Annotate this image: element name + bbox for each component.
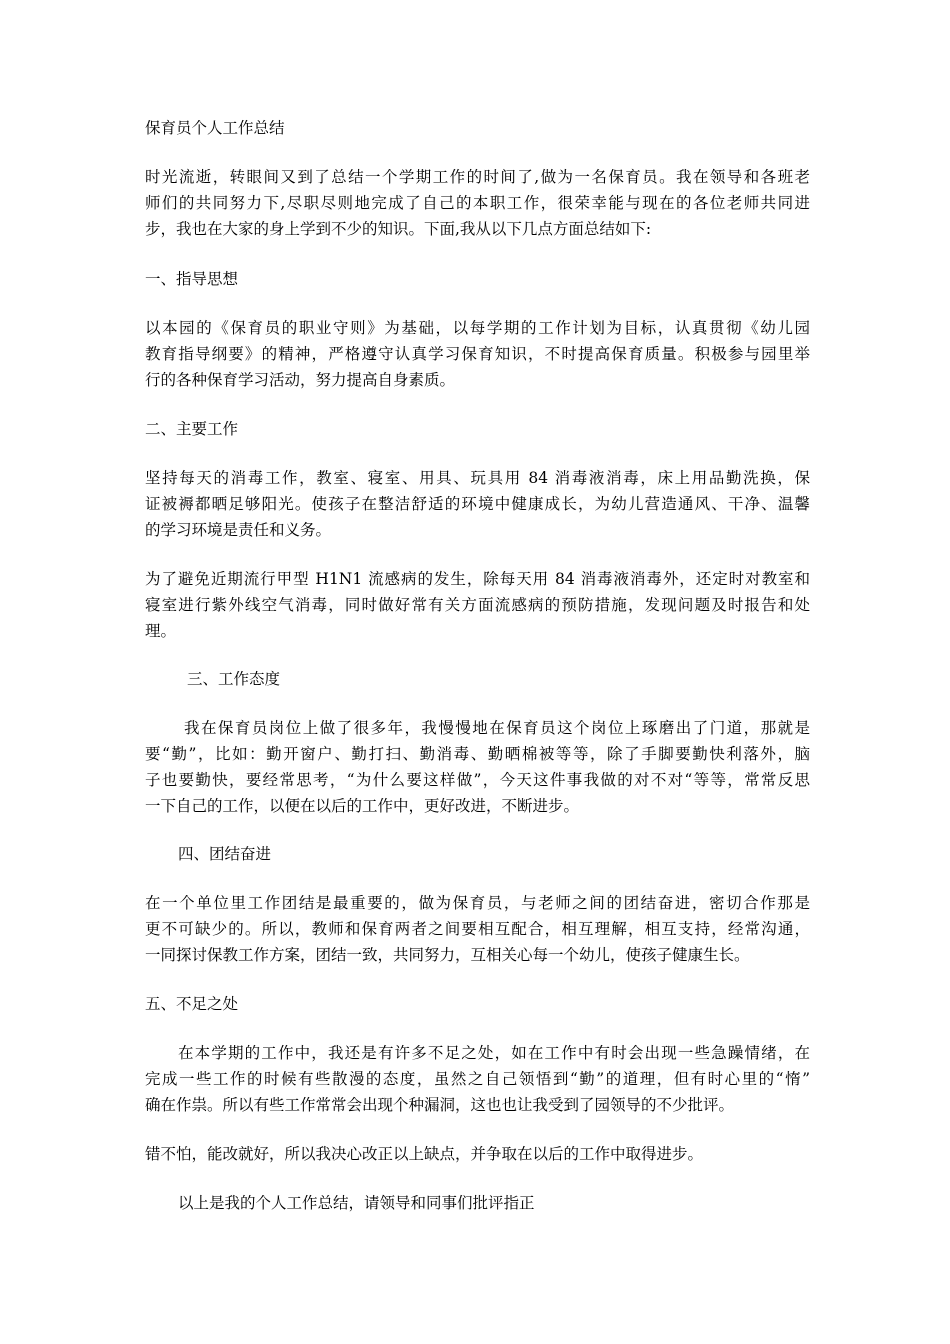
paragraph-line: 要“勤”，比如：勤开窗户、勤打扫、勤消毒、勤晒棉被等等，除了手脚要勤快利落外，脑 xyxy=(145,745,810,763)
section-heading: 三、工作态度 xyxy=(187,670,281,688)
paragraph-line: 错不怕，能改就好，所以我决心改正以上缺点，并争取在以后的工作中取得进步。 xyxy=(145,1145,704,1163)
paragraph-line: 在一个单位里工作团结是最重要的，做为保育员，与老师之间的团结奋进，密切合作那是 xyxy=(145,894,810,912)
paragraph-line: 证被褥都晒足够阳光。使孩子在整洁舒适的环境中健康成长，为幼儿营造通风、干净、温馨 xyxy=(145,495,810,513)
paragraph-line: 寝室进行紫外线空气消毒，同时做好常有关方面流感病的预防措施，发现问题及时报告和处 xyxy=(145,596,810,614)
paragraph-line: 教育指导纲要》的精神，严格遵守认真学习保育知识，不时提高保育质量。积极参与园里举 xyxy=(145,345,810,363)
section-heading: 五、不足之处 xyxy=(145,995,239,1013)
paragraph-line: 的学习环境是责任和义务。 xyxy=(145,521,332,539)
closing-line: 以上是我的个人工作总结，请领导和同事们批评指正 xyxy=(178,1194,535,1212)
paragraph-line: 师们的共同努力下,尽职尽则地完成了自己的本职工作，很荣幸能与现在的各位老师共同进 xyxy=(145,194,810,212)
paragraph-line: 为了避免近期流行甲型 H1N1 流感病的发生，除每天用 84 消毒液消毒外，还定时对教室和 xyxy=(145,570,810,588)
paragraph-line: 以本园的《保育员的职业守则》为基础，以每学期的工作计划为目标，认真贯彻《幼儿园 xyxy=(145,319,810,337)
paragraph-line: 一下自己的工作，以便在以后的工作中，更好改进，不断进步。 xyxy=(145,797,580,815)
paragraph-line: 步，我也在大家的身上学到不少的知识。下面,我从以下几点方面总结如下: xyxy=(145,220,652,238)
paragraph-line: 理。 xyxy=(145,622,177,640)
paragraph-line: 一同探讨保教工作方案，团结一致，共同努力，互相关心每一个幼儿，使孩子健康生长。 xyxy=(145,946,750,964)
paragraph-line: 我在保育员岗位上做了很多年，我慢慢地在保育员这个岗位上琢磨出了门道，那就是 xyxy=(184,719,810,737)
paragraph-line: 更不可缺少的。所以，教师和保育两者之间要相互配合，相互理解，相互支持，经常沟通， xyxy=(145,920,810,938)
section-heading: 二、主要工作 xyxy=(145,420,239,438)
section-heading: 四、团结奋进 xyxy=(178,845,272,863)
paragraph-line: 子也要勤快，要经常思考，“为什么要这样做”，今天这件事我做的对不对“等等，常常反思 xyxy=(145,771,810,789)
paragraph-line: 在本学期的工作中，我还是有许多不足之处，如在工作中有时会出现一些急躁情绪，在 xyxy=(178,1044,810,1062)
paragraph-line: 时光流逝，转眼间又到了总结一个学期工作的时间了,做为一名保育员。我在领导和各班老 xyxy=(145,168,810,186)
paragraph-line: 坚持每天的消毒工作，教室、寝室、用具、玩具用 84 消毒液消毒，床上用品勤洗换，保 xyxy=(145,469,810,487)
document-title: 保育员个人工作总结 xyxy=(145,119,285,137)
paragraph-line: 确在作祟。所以有些工作常常会出现个种漏洞，这也也让我受到了园领导的不少批评。 xyxy=(145,1096,735,1114)
paragraph-line: 行的各种保育学习活动，努力提高自身素质。 xyxy=(145,371,456,389)
paragraph-line: 完成一些工作的时候有些散漫的态度，虽然之自己领悟到“勤”的道理，但有时心里的“惰” xyxy=(145,1070,810,1088)
section-heading: 一、指导思想 xyxy=(145,270,239,288)
